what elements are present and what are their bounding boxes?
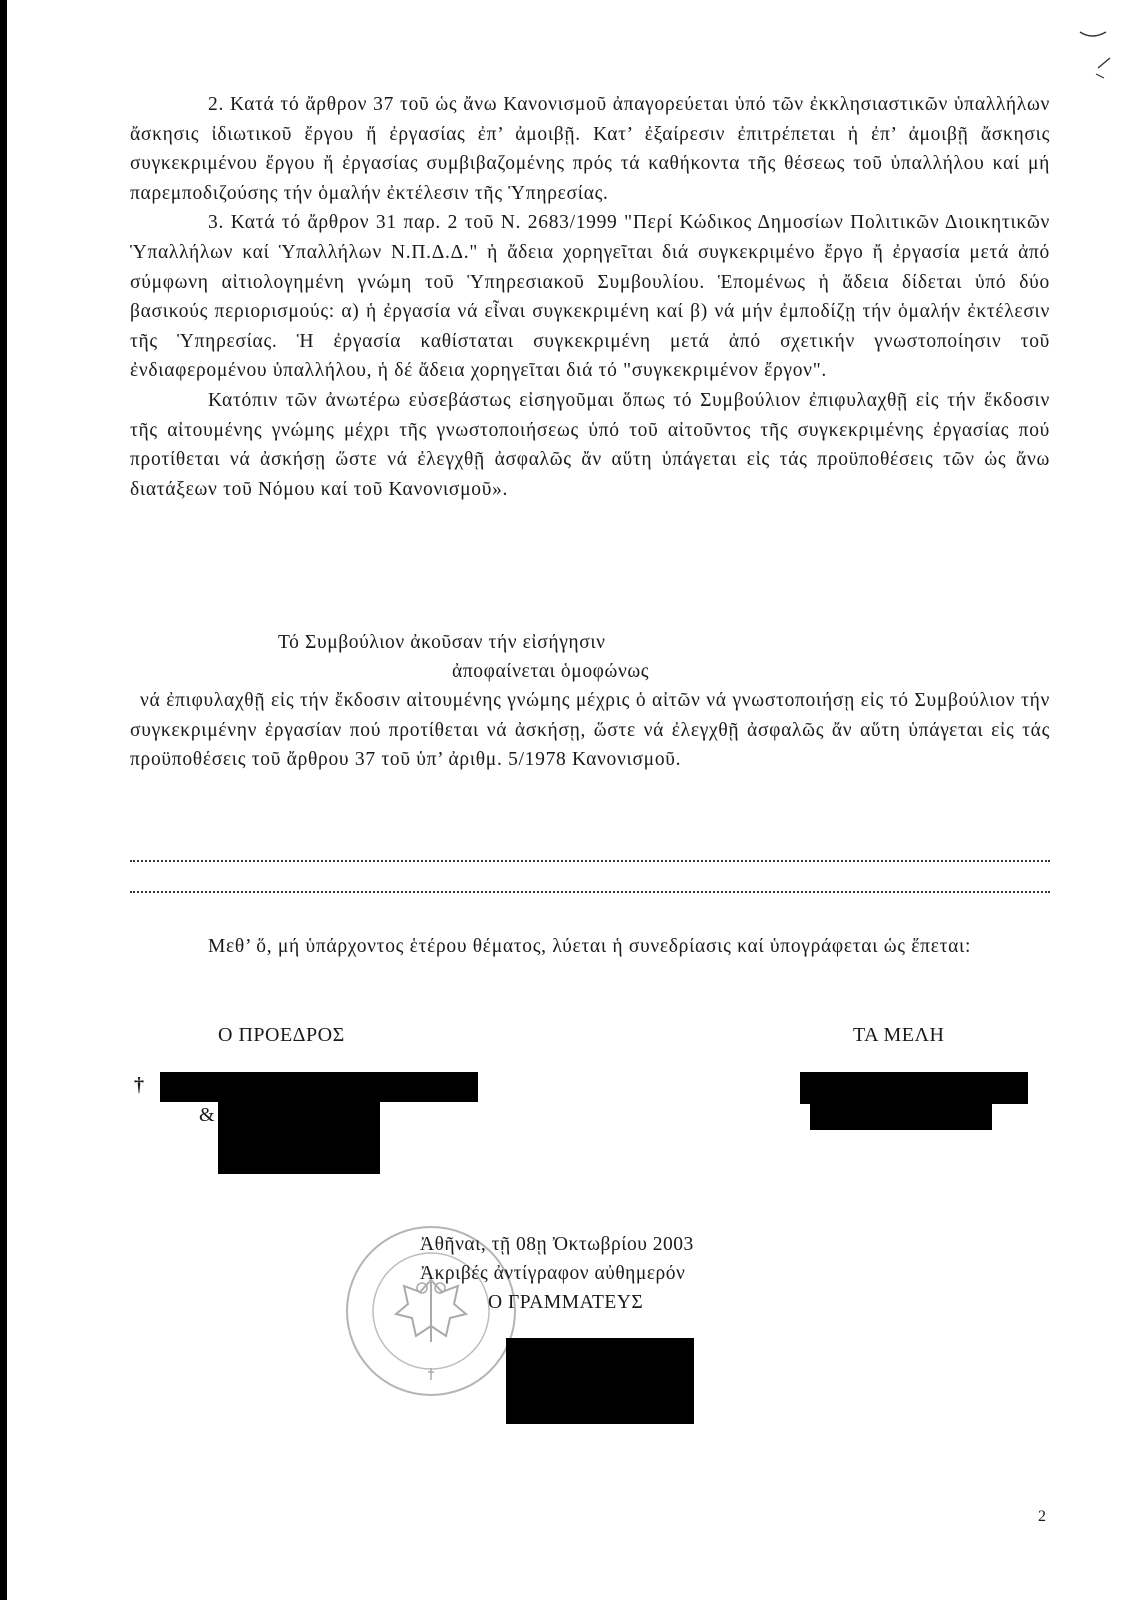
date-line: Ἀθῆναι, τῇ 08ῃ Ὀκτωβρίου 2003: [420, 1234, 694, 1255]
dotted-separator: [130, 891, 1050, 893]
copy-line: Ἀκριβές ἀντίγραφον αὐθημερόν: [420, 1263, 686, 1284]
council-decides: ἀποφαίνεται ὁμοφώνως: [452, 661, 650, 682]
pen-mark-icon: [1070, 18, 1120, 98]
ampersand-mark: &: [199, 1104, 215, 1126]
paragraph-recommendation: Κατόπιν τῶν ἀνωτέρω εὐσεβάστως εἰσηγοῦμαι ὅπως τό Συμβούλιον ἐπιφυλαχθῇ εἰς τήν ἔκδοσιν τῆς αἰτουμένης γνώμης μέχρι τῆς γνωστοποιήσεως ὑπό τοῦ αἰτοῦντος τῆς συγκεκριμένης ἐργασίας πού προτίθεται νά ἀσκήσῃ ὥστε νά ἐλεγχθῇ ἀσφαλῶς ἄν αὕτη ὑπάγεται εἰς τάς προϋποθέσεις τῶν ὡς ἄνω διατάξεων τοῦ Νόμου καί τοῦ Κανονισμοῦ».: [130, 389, 1050, 500]
redaction-bar: [810, 1104, 992, 1130]
scan-edge: [0, 0, 7, 1600]
redaction-bar: [506, 1338, 694, 1424]
members-title: ΤΑ ΜΕΛΗ: [853, 1024, 945, 1046]
decision-paragraph: νά ἐπιφυλαχθῇ εἰς τήν ἔκδοσιν αἰτουμένης γνώμης μέχρις ὁ αἰτῶν νά γνωστοποιήσῃ εἰς τό Συμβούλιον τήν συγκεκριμένην ἐργασίαν πού προτίθεται νά ἀσκήσῃ, ὥστε νά ἐλεγχθῇ ἀσφαλῶς ἄν αὕτη ὑπάγεται εἰς τάς προϋποθέσεις τοῦ ἄρθρου 37 τοῦ ὑπ’ ἀριθμ. 5/1978 Κανονισμοῦ.: [130, 690, 1050, 771]
council-heard: Τό Συμβούλιον ἀκοῦσαν τήν εἰσήγησιν: [278, 632, 606, 653]
paragraph-article-37: 2. Κατά τό ἄρθρον 37 τοῦ ὡς ἄνω Κανονισμοῦ ἀπαγορεύεται ὑπό τῶν ἐκκλησιαστικῶν ὑπαλλήλων ἄσκησις ἰδιωτικοῦ ἔργου ἤ ἐργασίας ἐπ’ ἀμοιβῇ. Κατ’ ἐξαίρεσιν ἐπιτρέπεται ἡ ἐπ’ ἀμοιβῇ ἄσκησις συγκεκριμένου ἔργου ἤ ἐργασίας συμβιβαζομένης πρός τά καθήκοντα τῆς θέσεως τοῦ ὑπαλλήλου καί μή παρεμποδιζούσης τήν ὁμαλήν ἐκτέλεσιν τῆς Ὑπηρεσίας.: [130, 94, 1050, 204]
redaction-bar: [160, 1072, 478, 1102]
dotted-separator: [130, 860, 1050, 862]
page-number: 2: [1038, 1508, 1046, 1525]
decision-text: [130, 686, 1050, 775]
closing-text: [130, 932, 1050, 962]
body-text-top: [130, 90, 1050, 504]
closing-paragraph: Μεθ’ ὅ, μή ὑπάρχοντος ἑτέρου θέματος, λύεται ἡ συνεδρίασις καί ὑπογράφεται ὡς ἕπεται:: [208, 936, 972, 957]
president-title: Ο ΠΡΟΕΔΡΟΣ: [218, 1024, 345, 1046]
redaction-bar: [218, 1100, 380, 1174]
paragraph-article-31: 3. Κατά τό ἄρθρον 31 παρ. 2 τοῦ Ν. 2683/1999 "Περί Κώδικος Δημοσίων Πολιτικῶν Διοικητικῶν Ὑπαλλήλων καί Ὑπαλλήλων Ν.Π.Δ.Δ." ἡ ἄδεια χορηγεῖται διά συγκεκριμένο ἔργο ἤ ἐργασία μετά ἀπό σύμφωνη αἰτιολογημένη γνώμη τοῦ Ὑπηρεσιακοῦ Συμβουλίου. Ἑπομένως ἡ ἄδεια δίδεται ὑπό δύο βασικούς περιορισμούς: α) ἡ ἐργασία νά εἶναι συγκεκριμένη καί β) νά μήν ἐμποδίζῃ τήν ὁμαλήν ἐκτέλεσιν τῆς Ὑπηρεσίας. Ἡ ἐργασία καθίσταται συγκεκριμένη μετά ἀπό σχετικήν γνωστοποίησιν τοῦ ἐνδιαφερομένου ὑπαλλήλου, ἡ δέ ἄδεια χορηγεῖται διά τό "συγκεκριμένον ἔργον".: [130, 212, 1050, 382]
redaction-bar: [800, 1072, 1028, 1104]
secretary-title: Ο ΓΡΑΜΜΑΤΕΥΣ: [488, 1292, 644, 1313]
cross-icon: †: [134, 1074, 144, 1096]
